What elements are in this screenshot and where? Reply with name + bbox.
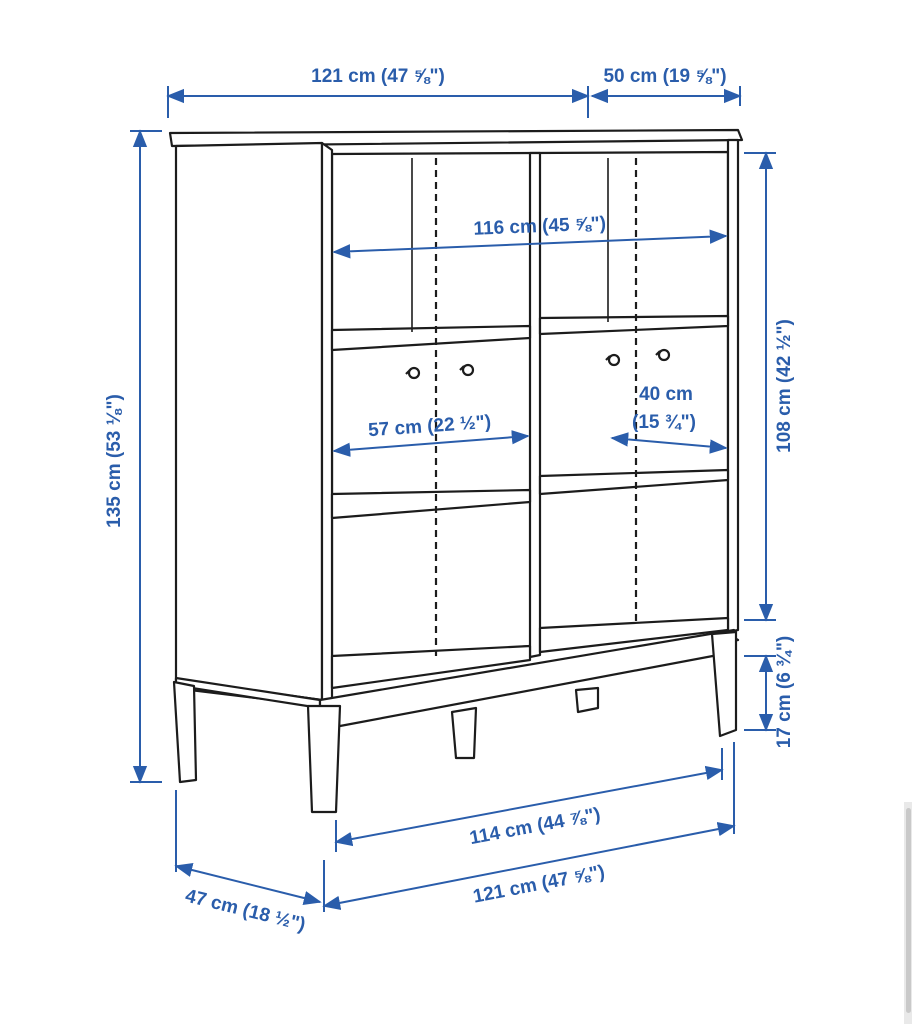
- label-inner-width: 116 cm (45 ⅝"): [473, 213, 607, 240]
- label-shelf-depth-1: 40 cm: [639, 384, 693, 405]
- scrollbar[interactable]: [904, 802, 912, 1024]
- label-width-bottom: 121 cm (47 ⅝"): [471, 861, 607, 908]
- label-leg-span: 114 cm (44 ⅞"): [467, 804, 603, 850]
- leg-back-right: [576, 688, 598, 712]
- label-compartment-width: 57 cm (22 ½"): [367, 411, 492, 442]
- leg-front-left: [308, 706, 340, 812]
- scrollbar-thumb[interactable]: [906, 808, 911, 1013]
- leg-back-left: [174, 682, 196, 782]
- cabinet: [170, 130, 742, 812]
- label-total-height: 135 cm (53 ⅛"): [104, 394, 125, 528]
- leg-back-middle: [452, 708, 476, 758]
- label-leg-height: 17 cm (6 ¾"): [774, 635, 795, 749]
- label-inner-height: 108 cm (42 ½"): [774, 319, 795, 453]
- left-side-panel: [176, 143, 322, 700]
- label-width-top: 121 cm (47 ⅝"): [311, 66, 445, 87]
- leg-front-right: [712, 632, 736, 736]
- label-depth-bottom: 47 cm (18 ½"): [183, 885, 308, 936]
- front-frame-right: [728, 140, 738, 632]
- label-depth-top: 50 cm (19 ⅝"): [603, 66, 727, 87]
- front-frame-left: [322, 143, 332, 700]
- label-shelf-depth-2: (15 ¾"): [632, 412, 696, 433]
